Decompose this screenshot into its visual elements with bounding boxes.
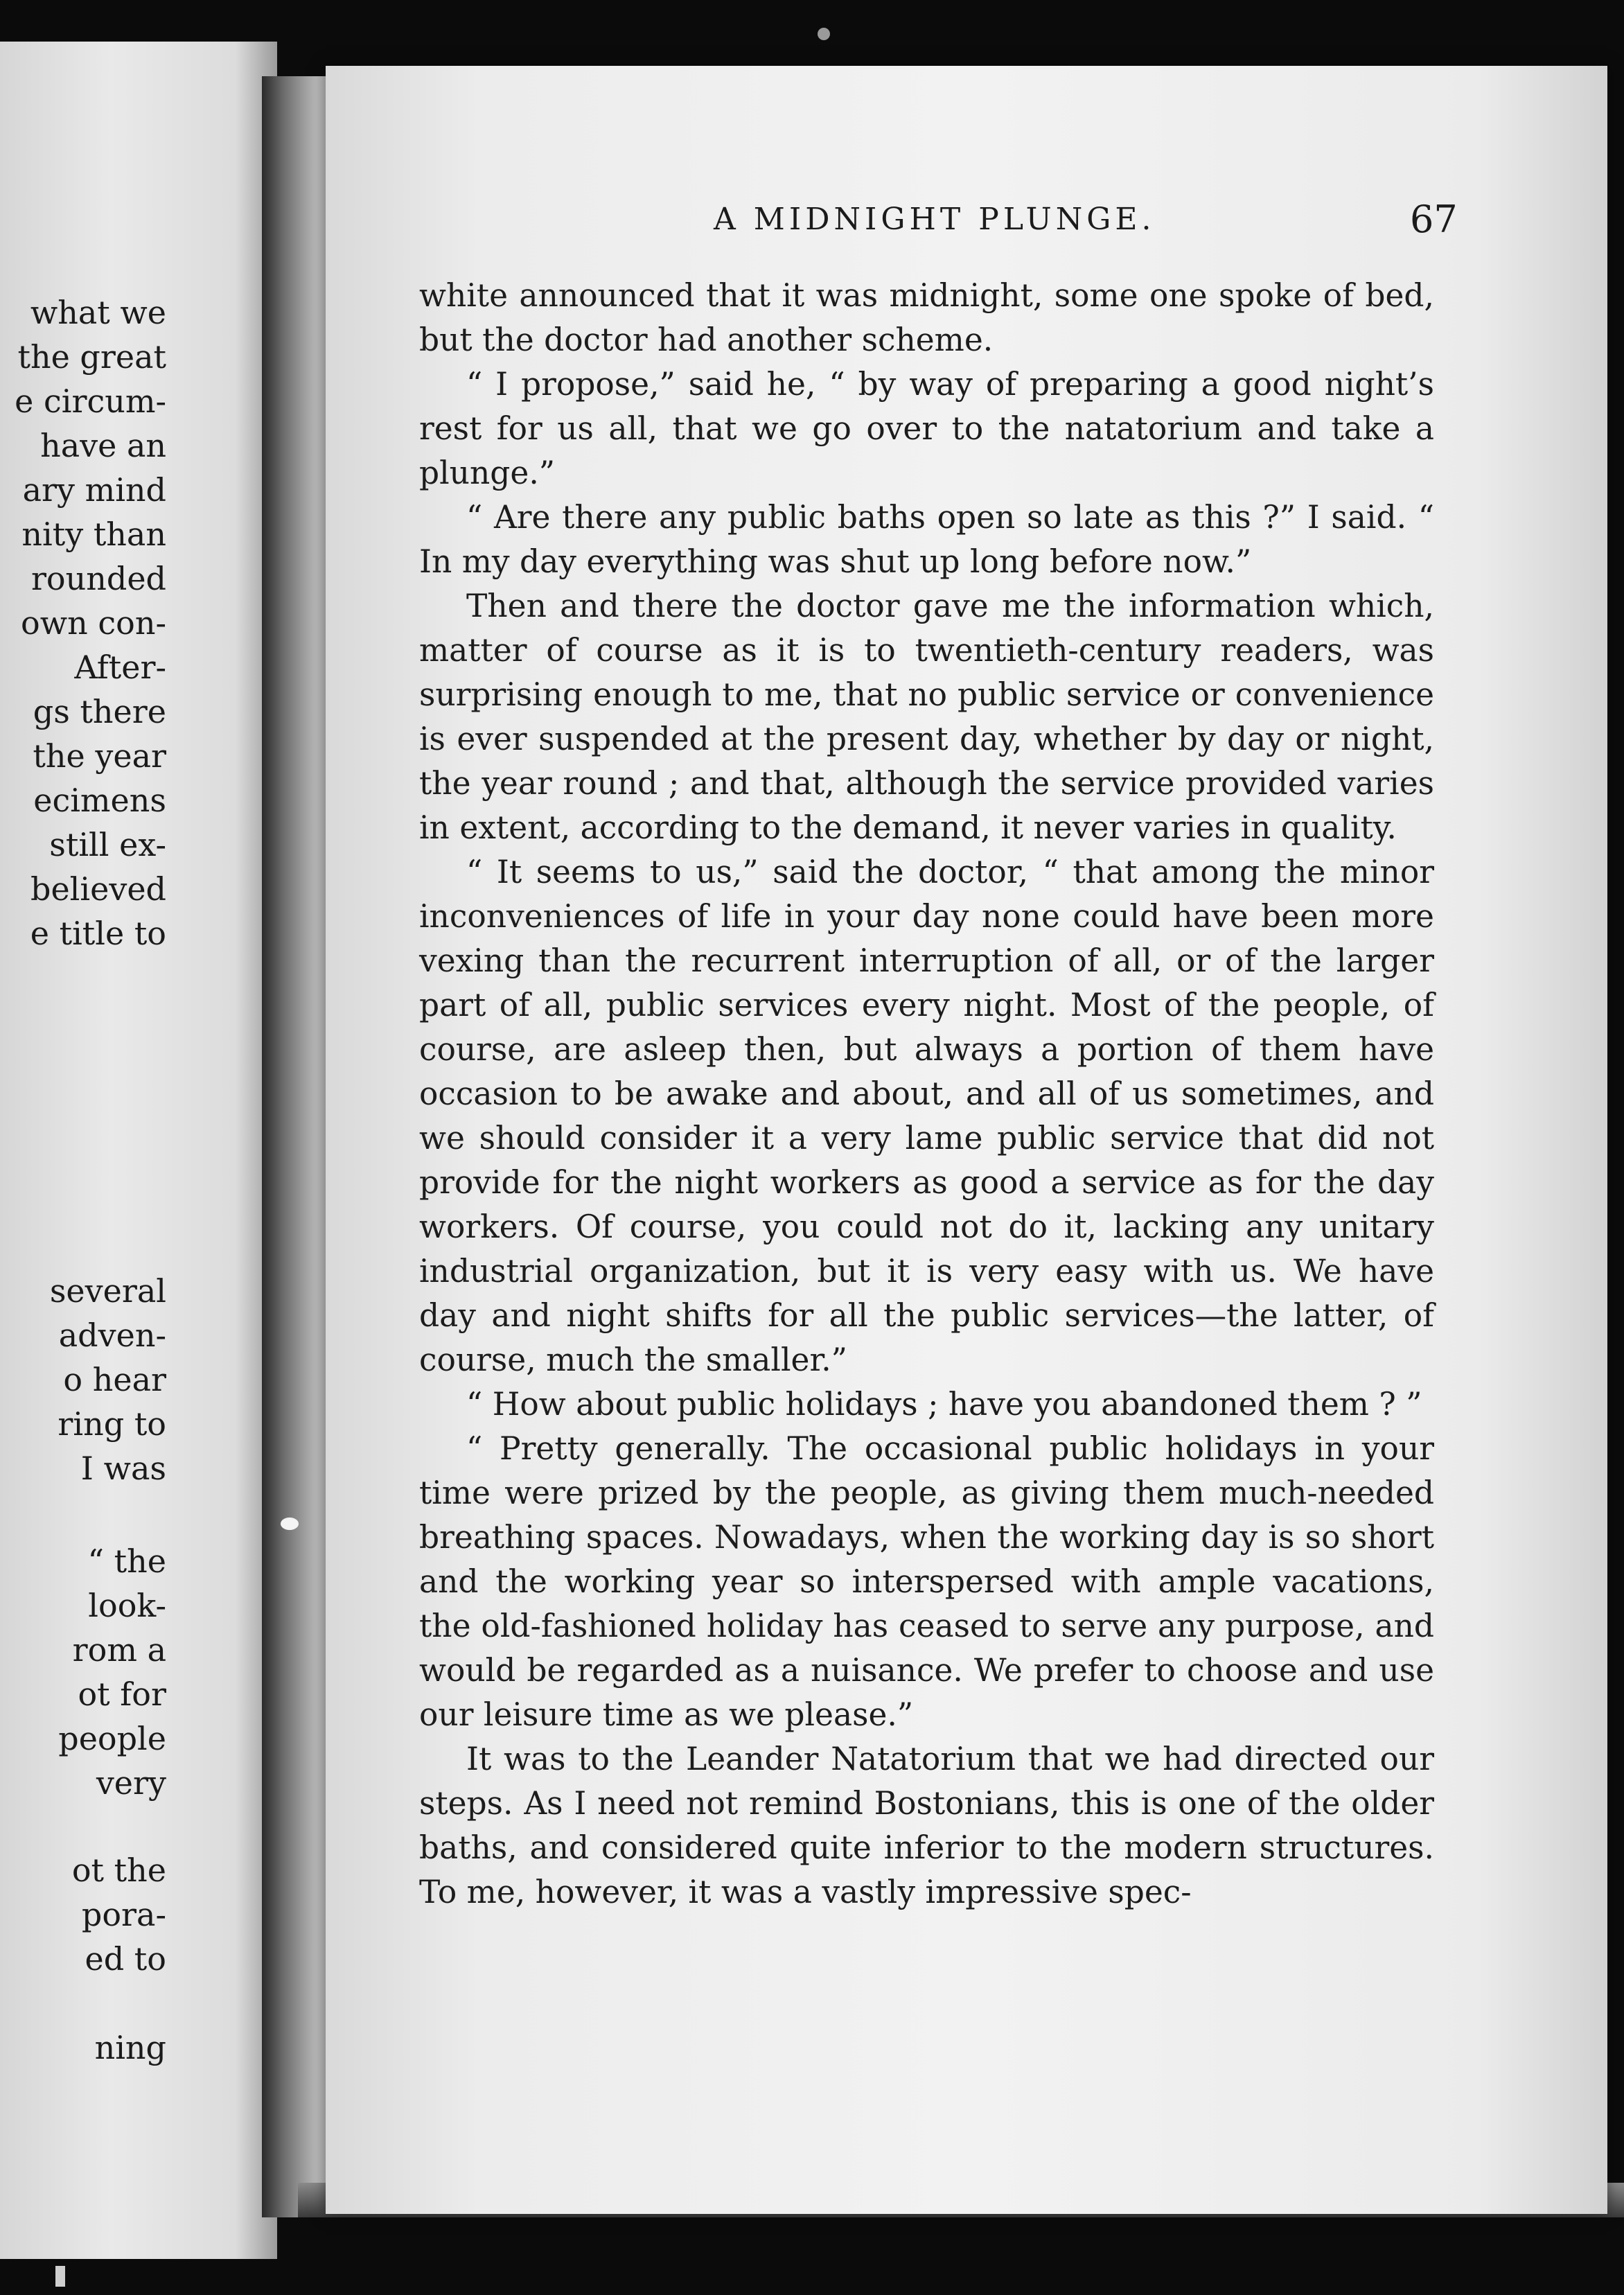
left-page-line: the year — [33, 737, 166, 775]
scan-mark — [55, 2266, 65, 2287]
left-page-line: what we — [30, 294, 166, 331]
left-page-line: believed — [30, 870, 166, 908]
left-page-line: adven- — [58, 1317, 166, 1354]
paragraph: “ Are there any public baths open so late as this ?” I said. “ In my day everything was shut up long before now.” — [419, 499, 1434, 580]
left-page-line: very — [96, 1764, 166, 1802]
paragraph: “ How about public holidays ; have you abandoned them ? ” — [466, 1386, 1422, 1423]
left-page-line: gs there — [33, 693, 166, 730]
left-page-line: the great — [17, 338, 166, 376]
left-page-line: have an — [40, 427, 166, 464]
paragraph: It was to the Leander Natatorium that we had directed our steps. As I need not remind Bostonians, this is one of the older baths, and considered quite inferior to the modern structures. To me, however, it was a vastly impressive spec- — [419, 1741, 1434, 1910]
left-page-line: ot for — [78, 1676, 166, 1713]
paragraph: “ Pretty generally. The occasional public holidays in your time were prized by the people, as giving them much-needed breathing spaces. Nowadays, when the working day is so short and the working year so interspersed with ample vacations, the old-fashioned holiday has ceased to serve any purpose, and would be regarded as a nuisance. We prefer to choose and use our leisure time as we please.” — [419, 1430, 1434, 1733]
paragraph: “ I propose,” said he, “ by way of preparing a good night’s rest for us all, that we go over to the natatorium and take a plunge.” — [419, 366, 1434, 491]
paragraph: “ It seems to us,” said the doctor, “ that among the minor inconveniences of life in your day none could have been more vexing than the recurrent interruption of all, or of the larger part of all, public services every night. Most of the people, of course, are asleep then, but always a portion of them have occasion to be awake and about, and all of us sometimes, and we should consider it a very lame public service that did not provide for the night workers as good a service as for the day workers. Of course, you could not do it, lacking any unitary industrial organization, but it is very easy with us. We have day and night shifts for all the public services—the latter, of course, much the smaller.” — [419, 854, 1434, 1378]
left-page-line: several — [49, 1272, 166, 1310]
page-number: 67 — [1410, 197, 1458, 241]
left-page-line: people — [58, 1720, 166, 1757]
running-head — [326, 197, 1607, 250]
left-page-line: ring to — [58, 1405, 166, 1443]
body-text — [419, 274, 1434, 1915]
left-page-line: nity than — [21, 516, 166, 553]
scan-smudge — [818, 28, 830, 40]
left-page-line: “ the — [87, 1542, 166, 1580]
left-page-line: After- — [74, 649, 166, 686]
paragraph: white announced that it was midnight, some one spoke of bed, but the doctor had another scheme. — [419, 277, 1434, 358]
left-page — [0, 42, 277, 2259]
left-page-line: ot the — [71, 1852, 166, 1889]
left-page-line: pora- — [81, 1896, 166, 1933]
left-page-line: I was — [80, 1450, 166, 1487]
left-page-line: ning — [94, 2029, 166, 2066]
left-page-line: ed to — [85, 1940, 166, 1978]
left-page-line: rounded — [30, 560, 166, 597]
left-page-line: still ex- — [49, 826, 166, 863]
left-page-line: e title to — [30, 915, 166, 952]
running-head-title: A MIDNIGHT PLUNGE. — [714, 202, 1156, 237]
left-page-line: look- — [88, 1587, 166, 1624]
left-page-line: rom a — [72, 1631, 166, 1669]
left-page-line: own con- — [21, 604, 166, 642]
left-page-line: e circum- — [15, 382, 166, 420]
paragraph: Then and there the doctor gave me the information which, matter of course as it is to twentieth-century readers, was surprising enough to me, that no public service or convenience is ever suspended at the present day, whether by day or night, the year round ; and that, although the service provided varies in extent, according to the demand, it never varies in quality. — [419, 588, 1434, 846]
left-page-line: o hear — [63, 1361, 166, 1398]
left-page-line: ary mind — [22, 471, 166, 509]
dust-speck — [281, 1518, 299, 1530]
left-page-line: ecimens — [33, 782, 166, 819]
right-page — [326, 66, 1607, 2214]
